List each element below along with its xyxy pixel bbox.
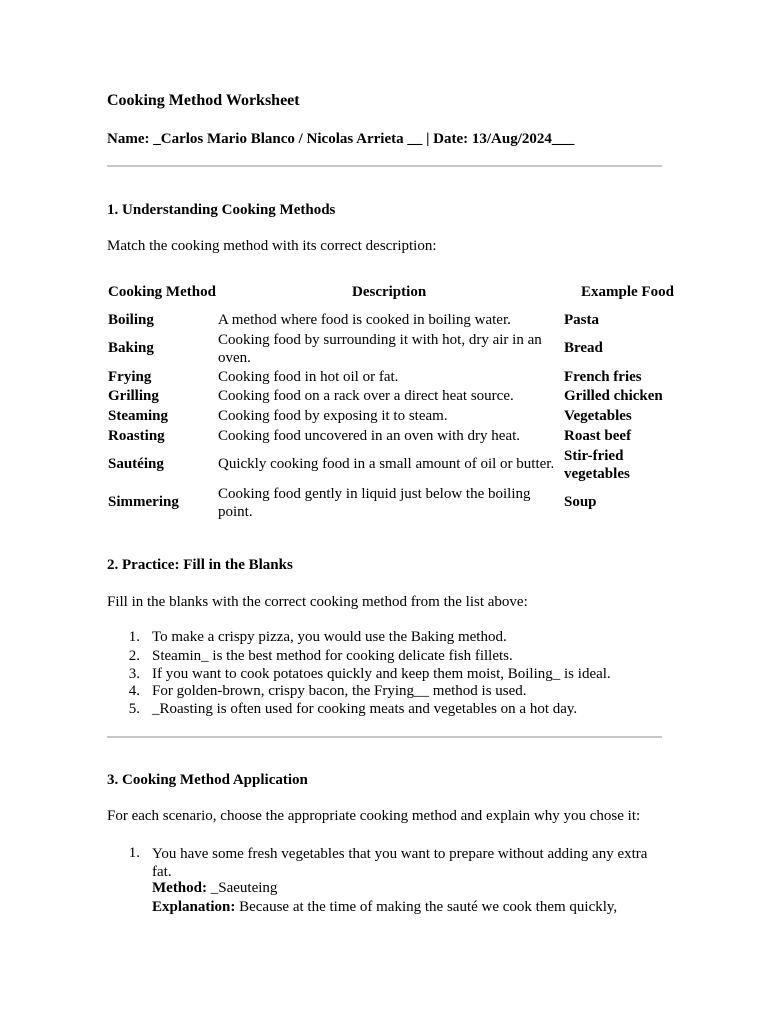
table-cell-method: Roasting (108, 428, 165, 444)
table-header-method: Cooking Method (108, 284, 216, 300)
section-instruction: For each scenario, choose the appropriate cooking method and explain why you chose it: (107, 808, 641, 824)
method-answer (152, 880, 277, 897)
explanation-value: Because at the time of making the sauté we cook them quickly, (235, 899, 618, 915)
list-item-number: 3. (128, 666, 140, 682)
table-cell-description: Cooking food on a rack over a direct heat source. (218, 388, 514, 404)
table-cell-description: Quickly cooking food in a small amount of oil or butter. (218, 456, 555, 472)
table-cell-method: Sautéing (108, 456, 164, 472)
list-item: _Roasting is often used for cooking meats and vegetables on a hot day. (152, 701, 578, 717)
method-label: Method: (152, 880, 207, 896)
table-cell-example: French fries (564, 369, 642, 385)
table-cell-example: Stir-fried vegetables (564, 448, 630, 482)
list-item-number: 4. (128, 683, 140, 699)
divider (107, 736, 662, 738)
section-heading: 2. Practice: Fill in the Blanks (107, 557, 293, 573)
table-cell-example: Bread (564, 340, 603, 356)
table-cell-example: Roast beef (564, 428, 632, 444)
table-cell-description: Cooking food gently in liquid just below the boiling point. (218, 486, 531, 520)
explanation-label: Explanation: (152, 899, 236, 915)
section-heading: 1. Understanding Cooking Methods (107, 202, 336, 218)
table-cell-method: Grilling (108, 388, 159, 404)
table-cell-example: Pasta (564, 312, 599, 328)
table-cell-description: Cooking food in hot oil or fat. (218, 369, 399, 385)
list-item: Steamin_ is the best method for cooking delicate fish fillets. (152, 648, 513, 664)
name-date-line: Name: _Carlos Mario Blanco / Nicolas Arrieta __ | Date: 13/Aug/2024___ (107, 131, 575, 147)
list-item: If you want to cook potatoes quickly and keep them moist, Boiling_ is ideal. (152, 666, 611, 682)
list-item: For golden-brown, crispy bacon, the Frying__ method is used. (152, 683, 527, 699)
table-cell-method: Baking (108, 340, 154, 356)
table-cell-description: A method where food is cooked in boiling water. (218, 312, 511, 328)
list-item-number: 5. (128, 701, 140, 717)
list-item-number: 1. (128, 629, 140, 645)
table-cell-description: Cooking food uncovered in an oven with dry heat. (218, 428, 521, 444)
document-title: Cooking Method Worksheet (107, 92, 300, 109)
table-header-description: Description (352, 284, 427, 300)
section-instruction: Match the cooking method with its correct description: (107, 238, 437, 254)
section-heading: 3. Cooking Method Application (107, 772, 308, 788)
table-cell-example: Soup (564, 494, 597, 510)
section-instruction: Fill in the blanks with the correct cooking method from the list above: (107, 594, 528, 610)
table-cell-example: Grilled chicken (564, 388, 663, 404)
table-cell-method: Steaming (108, 408, 168, 424)
divider (107, 165, 662, 167)
table-cell-example: Vegetables (564, 408, 632, 424)
table-cell-method: Boiling (108, 312, 154, 328)
list-item-number: 2. (128, 648, 140, 664)
table-cell-description: Cooking food by exposing it to steam. (218, 408, 448, 424)
table-cell-method: Simmering (108, 494, 179, 510)
method-value: _Saeuteing (207, 880, 278, 896)
table-cell-description: Cooking food by surrounding it with hot, dry air in an oven. (218, 332, 542, 366)
scenario-text: You have some fresh vegetables that you want to prepare without adding any extra fat. (152, 846, 648, 880)
list-item-number: 1. (128, 845, 140, 861)
list-item: To make a crispy pizza, you would use the Baking method. (152, 629, 507, 645)
explanation-answer (152, 899, 617, 916)
table-header-example: Example Food (581, 284, 674, 300)
table-cell-method: Frying (108, 369, 152, 385)
